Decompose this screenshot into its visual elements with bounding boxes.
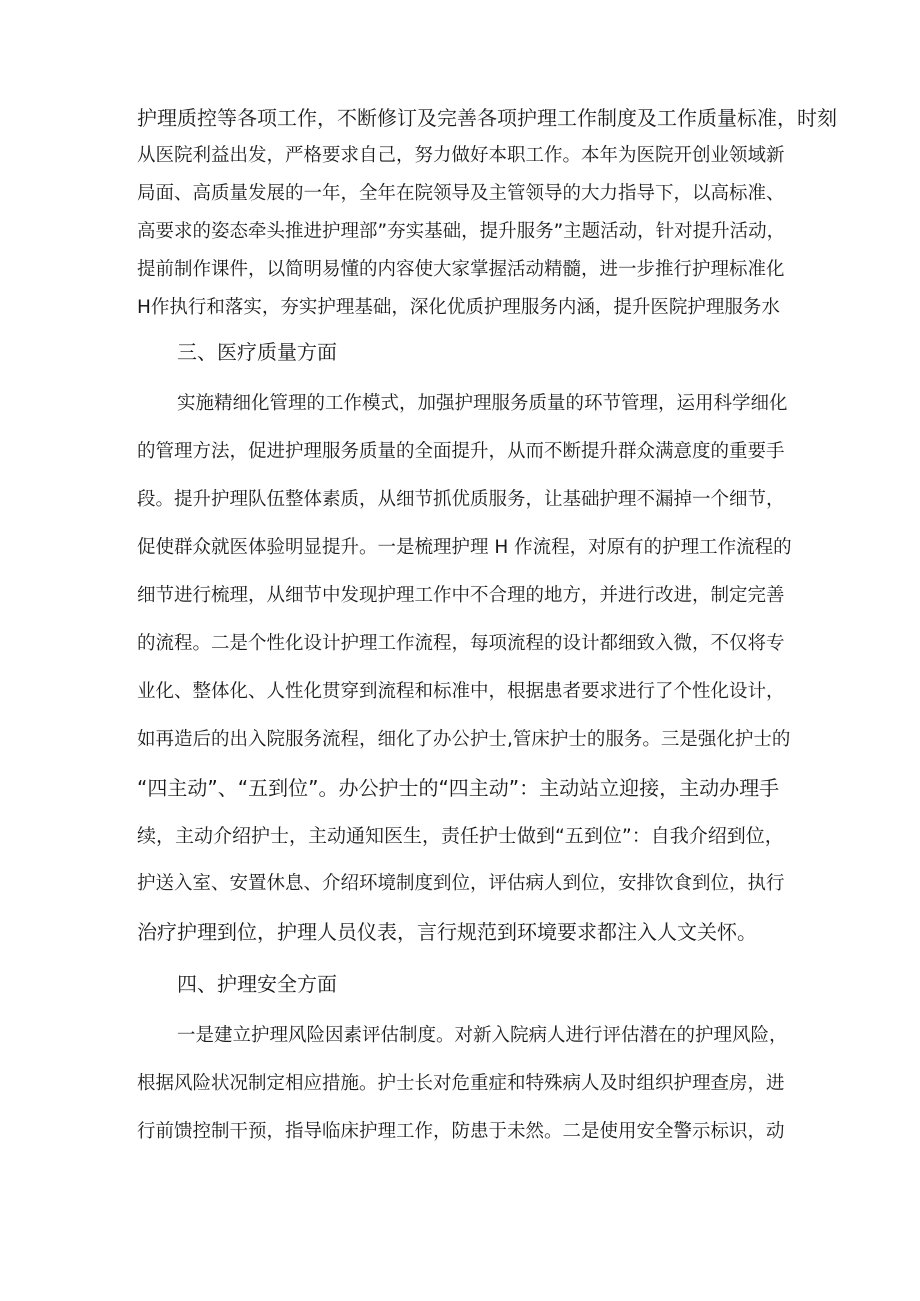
paragraph-line: 高要求的姿态牵头推进护理部”夯实基础，提升服务”主题活动，针对提升活动， [137,221,786,242]
paragraph-line: 实施精细化管理的工作模式，加强护理服务质量的环节管理，运用科学细化 [177,393,788,414]
paragraph-line: 段。提升护理队伍整体素质，从细节抓优质服务，让基础护理不漏掉一个细节， [137,489,785,510]
paragraph-line: 局面、高质量发展的一年，全年在院领导及主管领导的大力指导下，以高标准、 [137,183,785,204]
paragraph-line: 的管理方法，促进护理服务质量的全面提升，从而不断提升群众满意度的重要手 [137,441,785,462]
paragraph-line: 提前制作课件，以简明易懂的内容使大家掌握活动精髓，进一步推行护理标准化 [137,259,785,280]
paragraph-line: 护送入室、安置休息、介绍环境制度到位，评估病人到位，安排饮食到位，执行 [137,873,785,894]
paragraph-line: 的流程。二是个性化设计护理工作流程，每项流程的设计都细致入微，不仅将专 [137,633,785,654]
paragraph-line: H作执行和落实，夯实护理基础，深化优质护理服务内涵，提升医院护理服务水 [137,297,780,318]
paragraph-line: 细节进行梳理，从细节中发现护理工作中不合理的地方，并进行改进，制定完善 [137,585,785,606]
paragraph-line: 业化、整体化、人性化贯穿到流程和标准中，根据患者要求进行了个性化设计， [137,681,785,702]
paragraph-line: “四主动”、“五到位”。办公护士的“四主动”：主动站立迎接，主动办理手 [137,776,780,800]
paragraph-line: 治疗护理到位，护理人员仪表，言行规范到环境要求都注入人文关怀。 [137,920,757,944]
paragraph-line: 根据风险状况制定相应措施。护士长对危重症和特殊病人及时组织护理查房，进 [137,1073,785,1094]
section-heading: 四、护理安全方面 [177,972,337,996]
paragraph-line: 如再造后的出入院服务流程，细化了办公护士,管床护士的服务。三是强化护士的 [137,729,791,750]
paragraph-line: 从医院利益出发，严格要求自己，努力做好本职工作。本年为医院开创业领域新 [137,145,785,166]
paragraph-line: 促使群众就医体验明显提升。一是梳理护理 H 作流程，对原有的护理工作流程的 [137,537,792,558]
paragraph-line: 行前馈控制干预，指导临床护理工作，防患于未然。二是使用安全警示标识，动 [137,1121,785,1142]
paragraph-line: 续，主动介绍护士，主动通知医生，责任护士做到“五到位”：自我介绍到位， [137,825,784,847]
section-heading: 三、医疗质量方面 [177,340,337,364]
paragraph-line: 护理质控等各项工作，不断修订及完善各项护理工作制度及工作质量标准，时刻 [137,106,837,130]
paragraph-line: 一是建立护理风险因素评估制度。对新入院病人进行评估潜在的护理风险， [177,1025,788,1046]
